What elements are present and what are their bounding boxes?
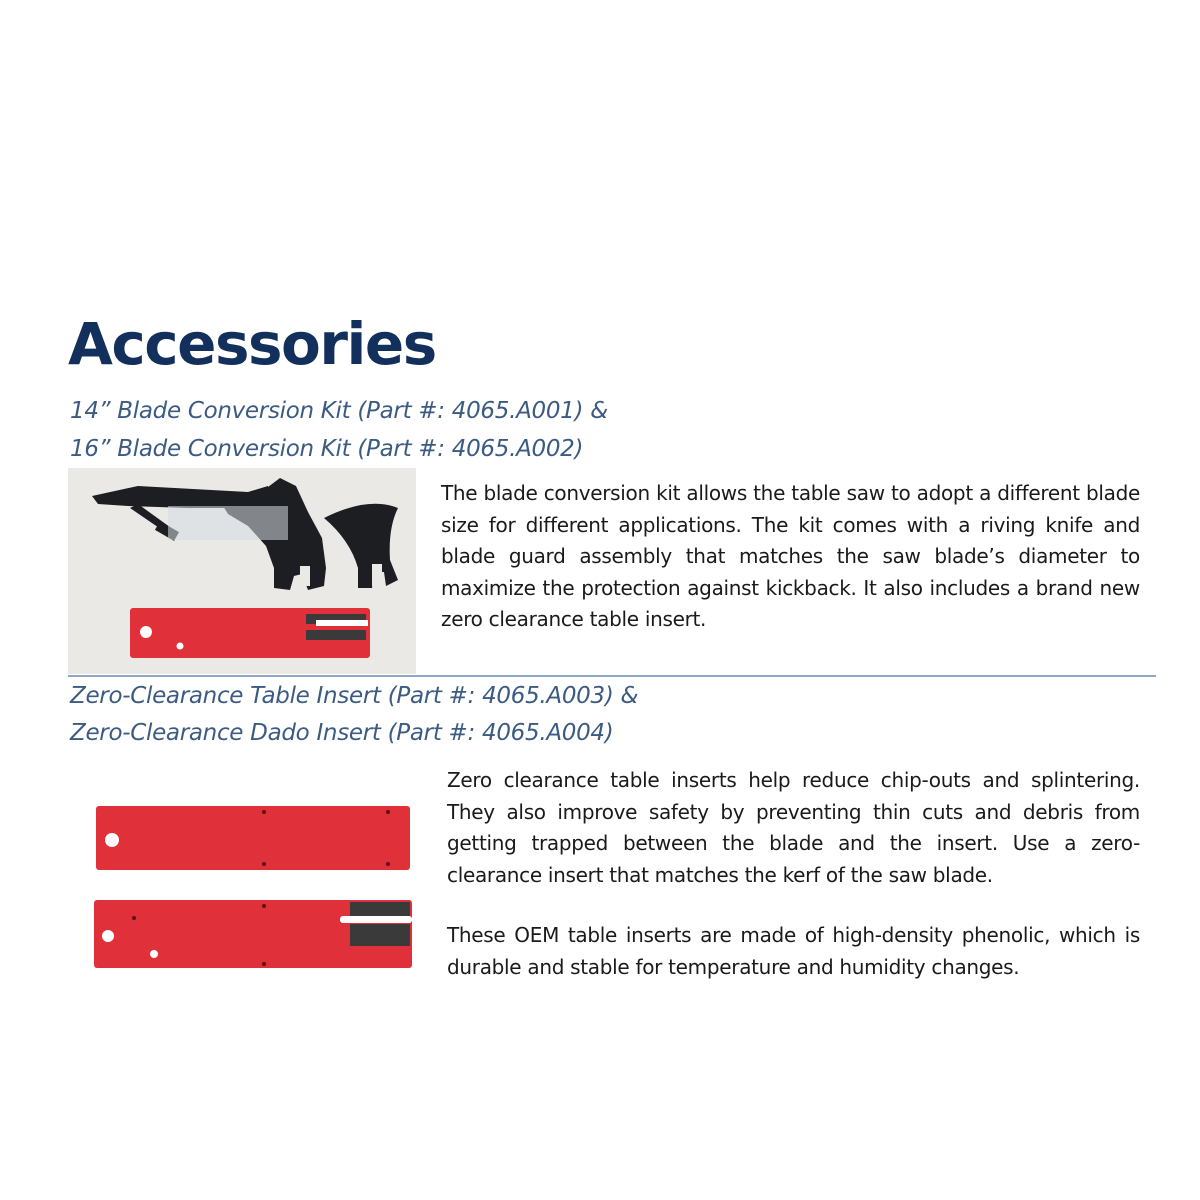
section-divider: [68, 675, 1156, 677]
section-2-heading-line-1: Zero-Clearance Table Insert (Part #: 4065.A003) &: [70, 683, 639, 709]
section-1-description: The blade conversion kit allows the table saw to adopt a different blade size for different applications. The kit comes with a riving knife and blade guard assembly that matches the saw blade’s diameter to maximize the protection against kickback. It also includes a brand new zero clearance table insert.: [441, 481, 1140, 631]
zero-clearance-inserts-photo: [88, 800, 418, 976]
table-insert-plain: [96, 806, 410, 870]
section-1-heading-line-2: 16” Blade Conversion Kit (Part #: 4065.A002): [70, 436, 584, 462]
section-2-heading-line-2: Zero-Clearance Dado Insert (Part #: 4065.A004): [70, 720, 614, 746]
page-title: Accessories: [68, 310, 436, 378]
dado-insert: [94, 900, 412, 968]
section-2-material-note: These OEM table inserts are made of high-density phenolic, which is durable and stable for temperature and humidity changes.: [447, 923, 1140, 979]
section-1-heading-line-1: 14” Blade Conversion Kit (Part #: 4065.A001) &: [70, 398, 608, 424]
section-2-description: Zero clearance table inserts help reduce chip-outs and splintering. They also improve safety by preventing thin cuts and debris from getting trapped between the blade and the insert. Use a zero-clearance insert that matches the kerf of the saw blade.: [447, 768, 1140, 887]
blade-conversion-kit-photo: [68, 468, 416, 674]
table-insert-small: [130, 608, 370, 658]
